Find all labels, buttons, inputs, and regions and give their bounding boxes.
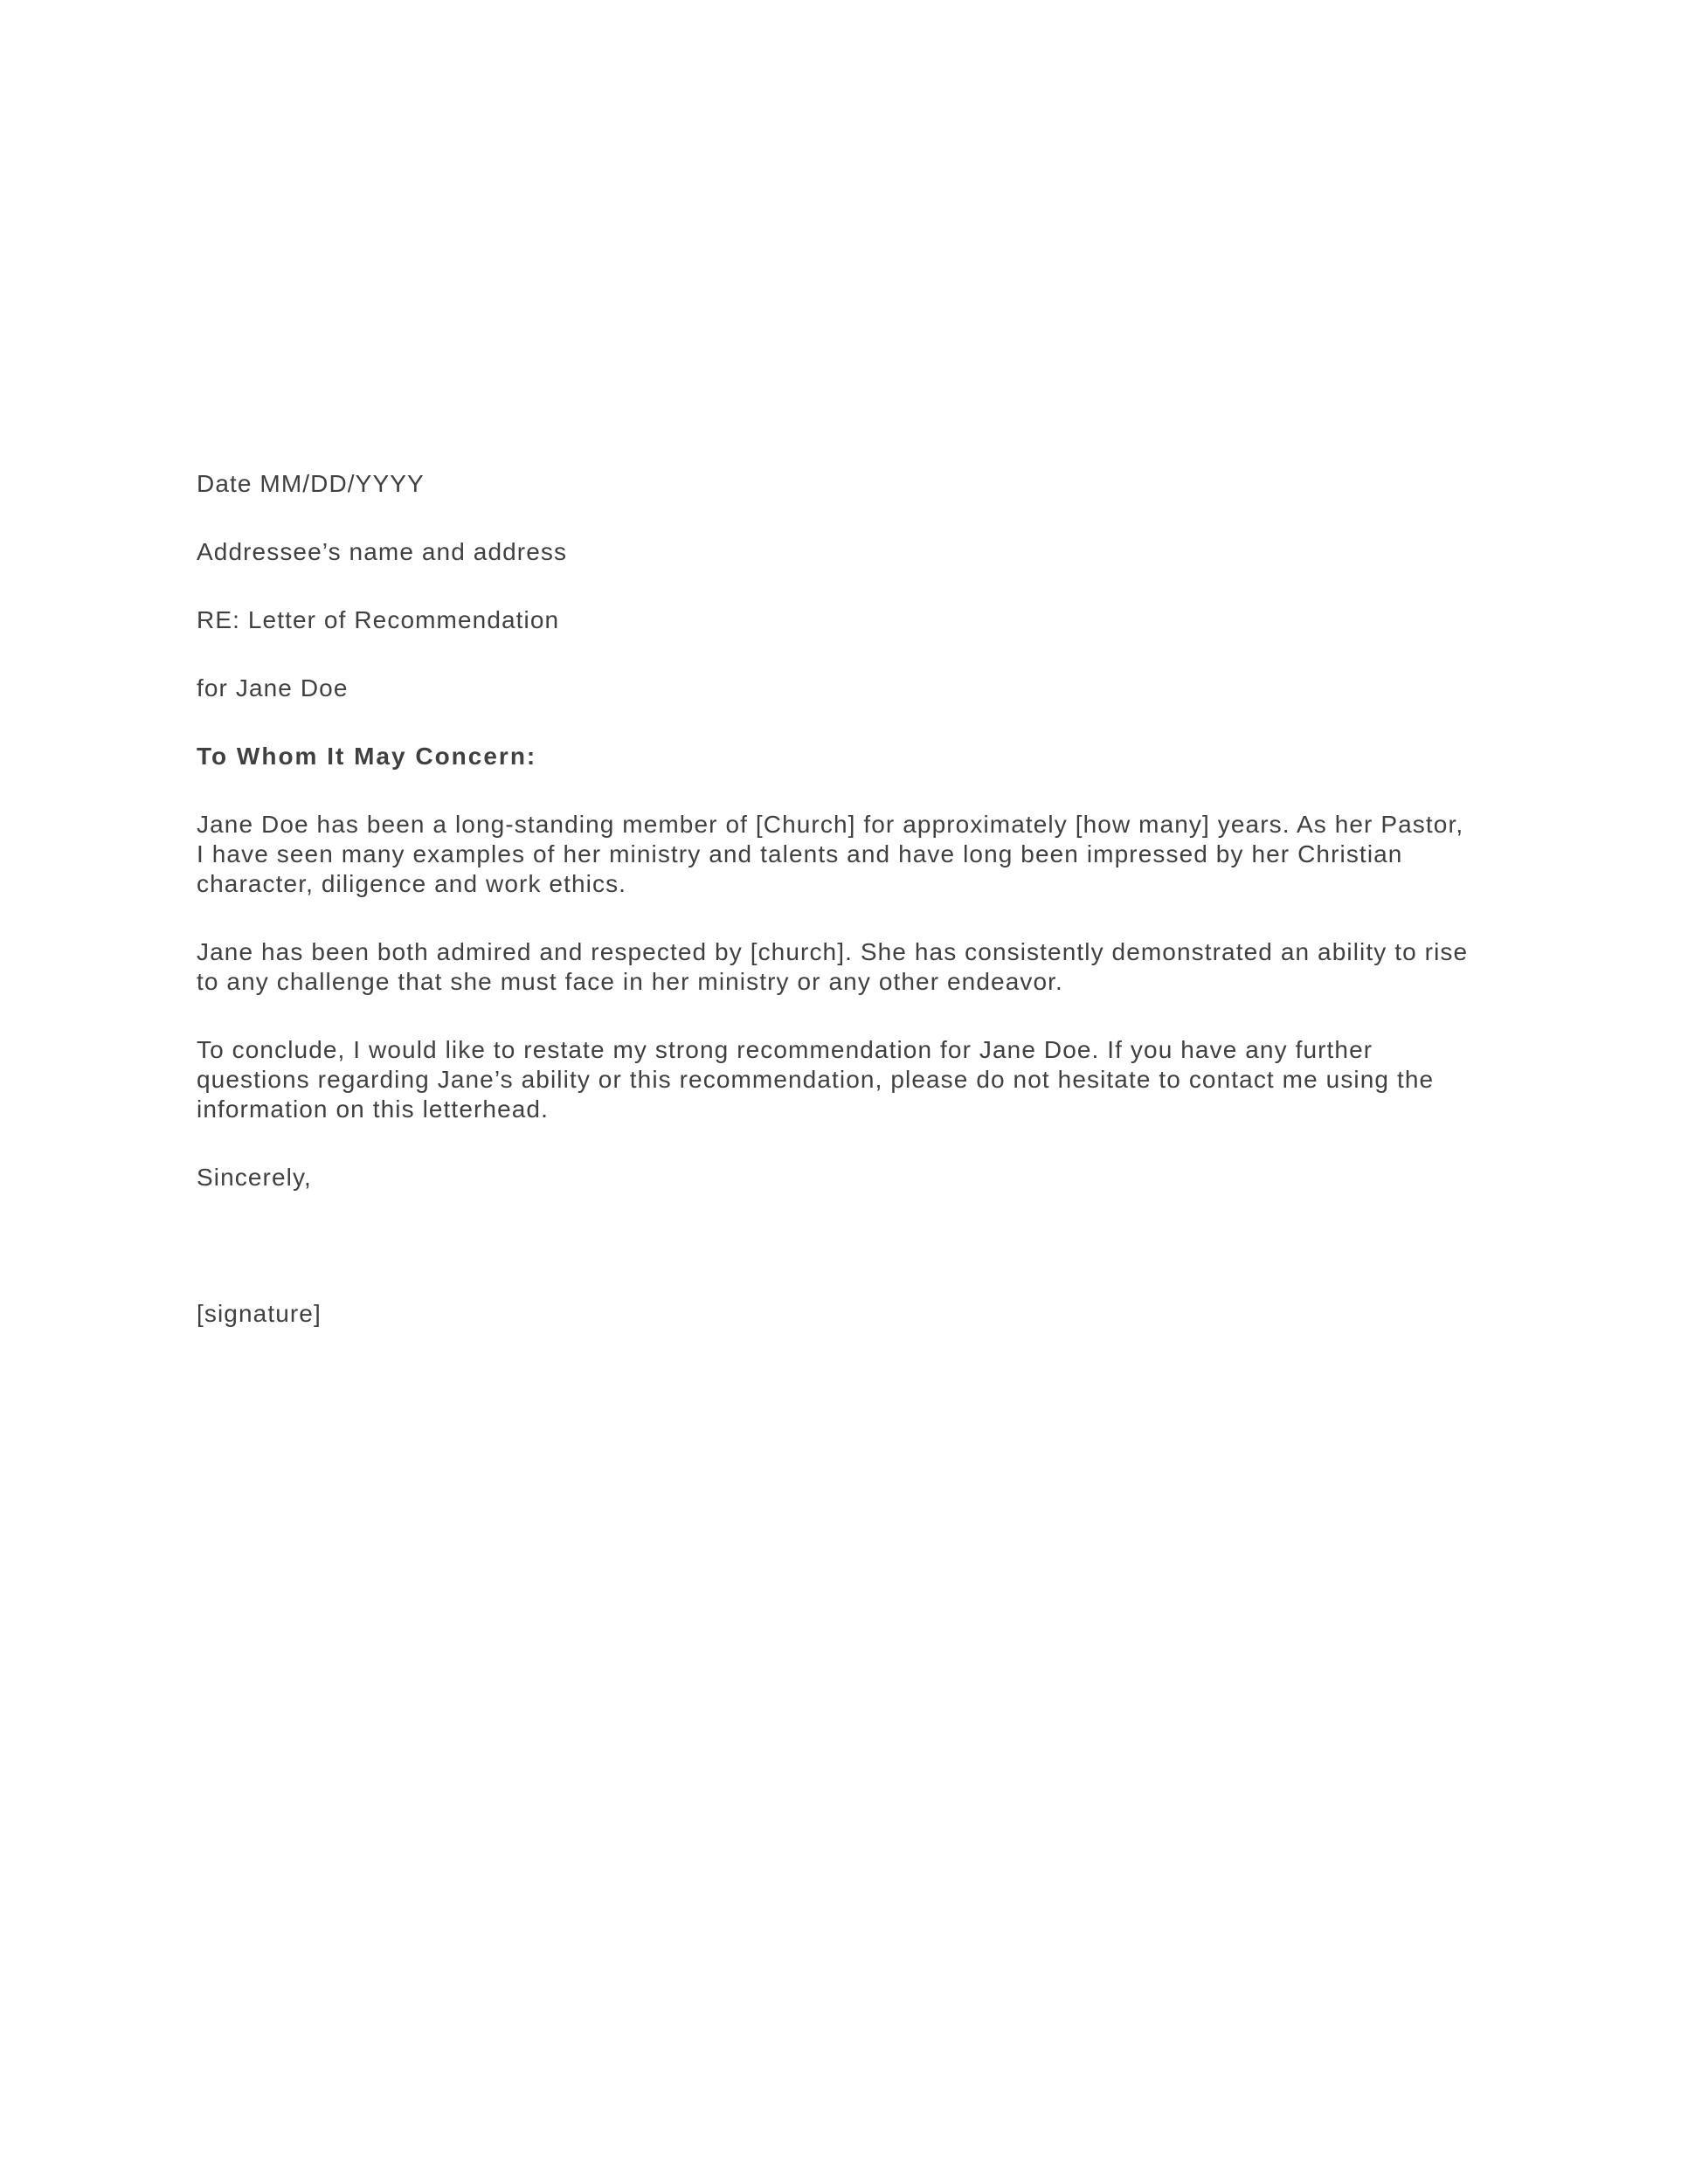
- paragraph-conclusion: To conclude, I would like to restate my strong recommendation for Jane Doe. If you have any further questions regarding Jane’s ability or this recommendation, please do not hesitate to contact me using the information on this letterhead.: [197, 1036, 1435, 1123]
- addressee-line: Addressee’s name and address: [197, 538, 568, 565]
- paragraph-intro: Jane Doe has been a long-standing member of [Church] for approximately [how many] years. As her Pastor, I have seen many examples of her ministry and talents and have long been impressed by her Christian character, diligence and work ethics.: [197, 811, 1464, 897]
- subject-for-line: for Jane Doe: [197, 674, 349, 702]
- closing: Sincerely,: [197, 1164, 312, 1191]
- paragraph-character: Jane has been both admired and respected by [church]. She has consistently demonstrated an ability to rise to any challenge that she must face in her ministry or any other endeavor.: [197, 938, 1469, 995]
- letter-body: [197, 469, 1472, 1367]
- subject-line: RE: Letter of Recommendation: [197, 606, 560, 633]
- letter-date: Date MM/DD/YYYY: [197, 470, 425, 497]
- salutation: To Whom It May Concern:: [197, 743, 537, 770]
- signature-placeholder: [signature]: [197, 1300, 322, 1327]
